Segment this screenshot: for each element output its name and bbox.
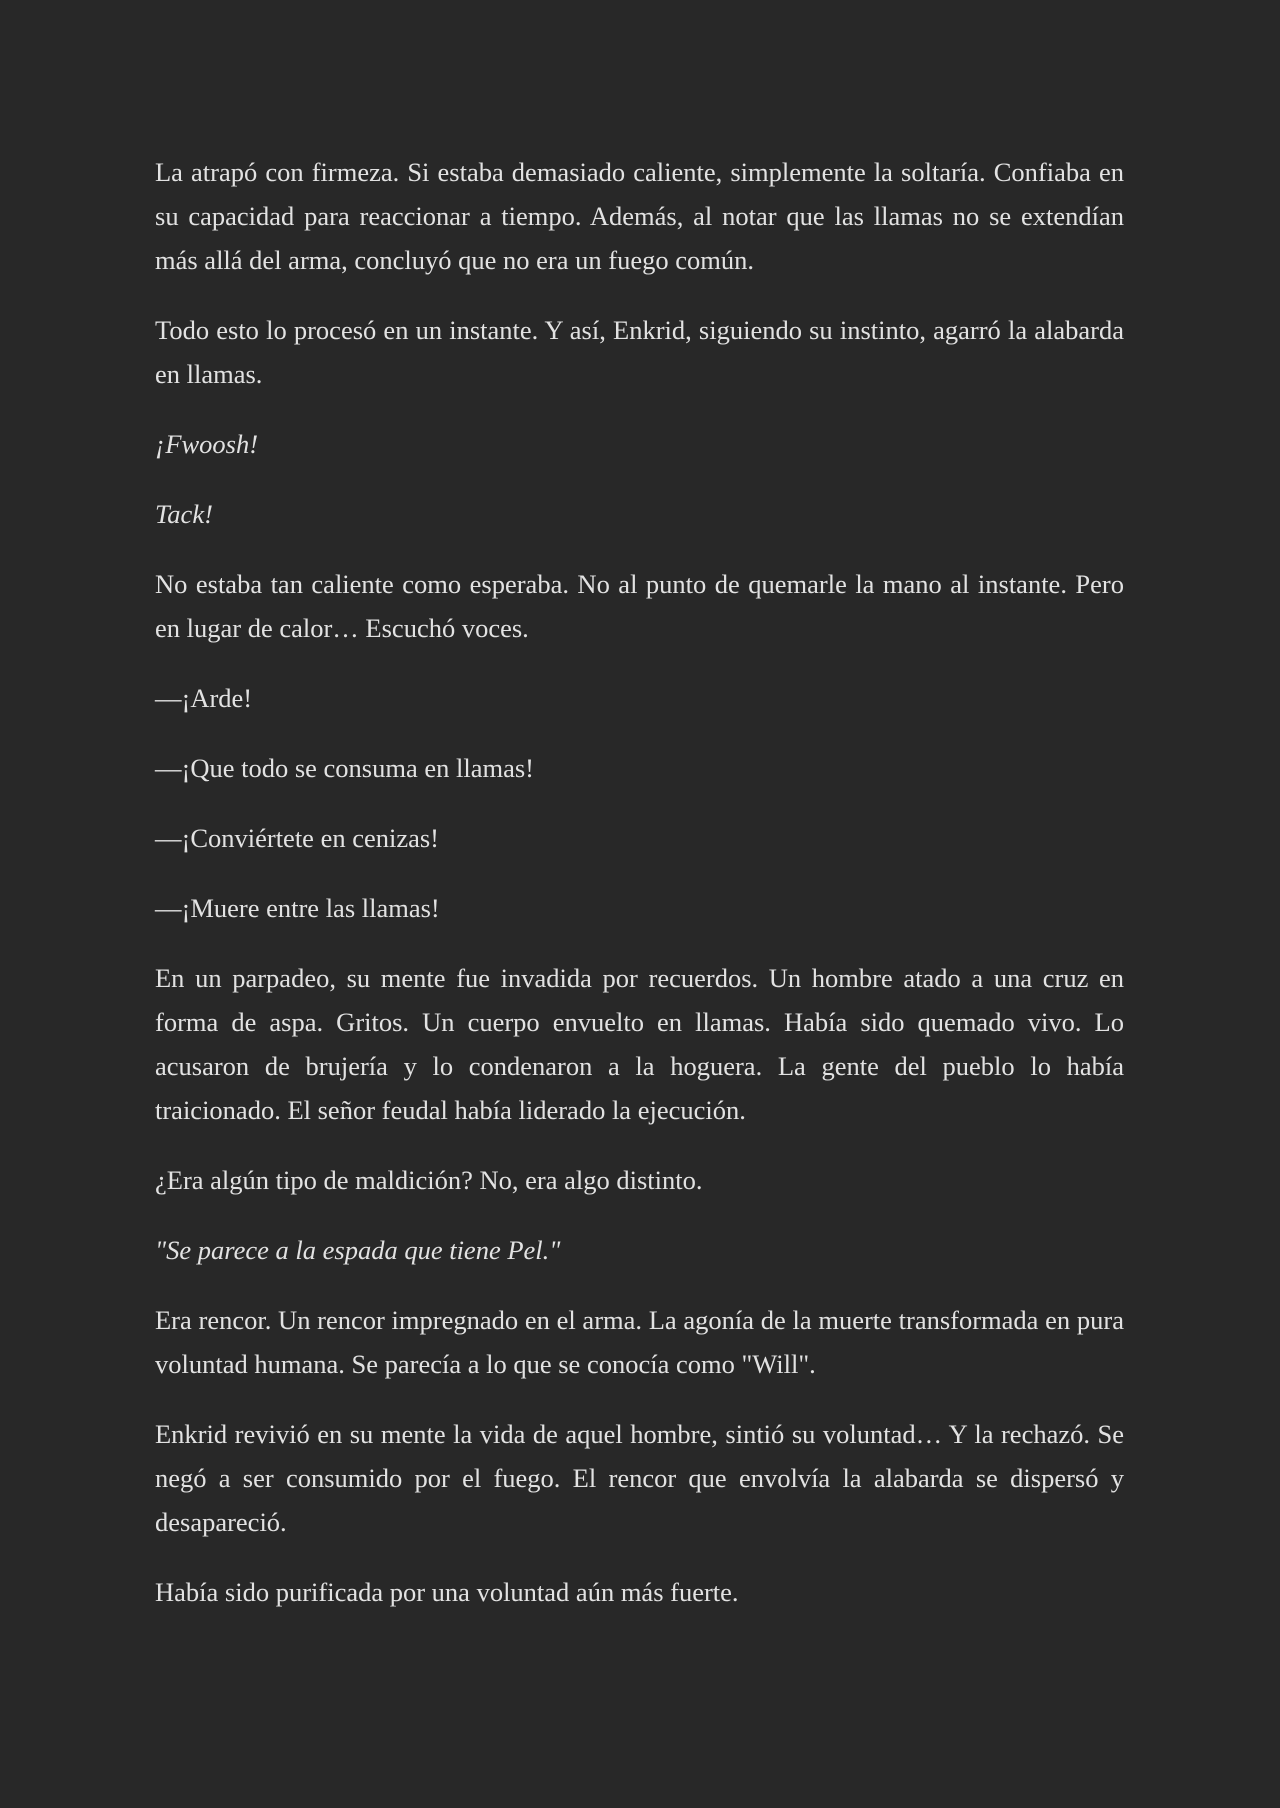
paragraph: Todo esto lo procesó en un instante. Y así, Enkrid, siguiendo su instinto, agarró la alabarda en llamas. <box>155 315 1124 389</box>
sound-effect: ¡Fwoosh! <box>155 429 259 459</box>
paragraph: Había sido purificada por una voluntad aún más fuerte. <box>155 1577 739 1607</box>
sound-effect: Tack! <box>155 499 213 529</box>
paragraph: ¿Era algún tipo de maldición? No, era algo distinto. <box>155 1165 703 1195</box>
paragraph: No estaba tan caliente como esperaba. No al punto de quemarle la mano al instante. Pero en lugar de calor… Escuchó voces. <box>155 569 1124 643</box>
dialogue-line: —¡Arde! <box>155 683 253 713</box>
dialogue-line: —¡Que todo se consuma en llamas! <box>155 753 534 783</box>
paragraph: En un parpadeo, su mente fue invadida por recuerdos. Un hombre atado a una cruz en forma de aspa. Gritos. Un cuerpo envuelto en llamas. Había sido quemado vivo. Lo acusaron de brujería y lo condenaron a la hoguera. La gente del pueblo lo había traicionado. El señor feudal había liderado la ejecución. <box>155 963 1124 1125</box>
dialogue-line: —¡Muere entre las llamas! <box>155 893 440 923</box>
dialogue-line: —¡Conviértete en cenizas! <box>155 823 440 853</box>
paragraph: Enkrid revivió en su mente la vida de aquel hombre, sintió su voluntad… Y la rechazó. Se negó a ser consumido por el fuego. El rencor que envolvía la alabarda se dispersó y desapareció. <box>155 1419 1124 1537</box>
thought-line: "Se parece a la espada que tiene Pel." <box>155 1235 561 1265</box>
paragraph: Era rencor. Un rencor impregnado en el arma. La agonía de la muerte transformada en pura voluntad humana. Se parecía a lo que se conocía como "Will". <box>155 1305 1124 1379</box>
paragraph: La atrapó con firmeza. Si estaba demasiado caliente, simplemente la soltaría. Confiaba en su capacidad para reaccionar a tiempo. Además, al notar que las llamas no se extendían más allá del arma, concluyó que no era un fuego común. <box>155 157 1124 275</box>
chapter-text <box>155 150 1124 1640</box>
